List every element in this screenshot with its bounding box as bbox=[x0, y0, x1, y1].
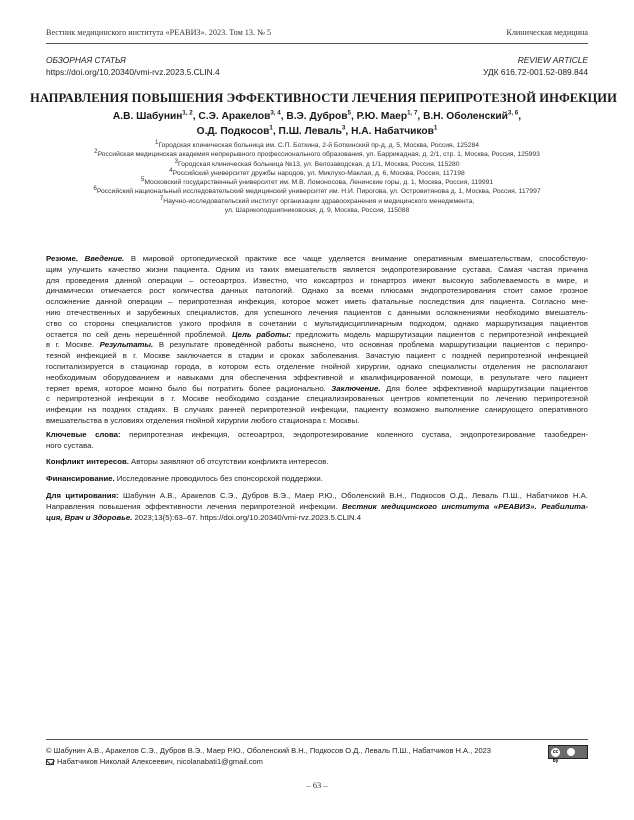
author-list bbox=[40, 109, 594, 139]
article-title: НАПРАВЛЕНИЯ ПОВЫШЕНИЯ ЭФФЕКТИВНОСТИ ЛЕЧЕНИЯ ПЕРИПРОТЕЗНОЙ ИНФЕКЦИИ bbox=[30, 91, 617, 105]
affiliation-list bbox=[40, 138, 594, 215]
abstract-text: вмешательства в условиях отделения гнойной хирургии любого стационара г. Москвы. bbox=[46, 415, 360, 425]
conflict-text: Авторы заявляют об отсутствии конфликта интересов. bbox=[128, 457, 329, 467]
journal-name: Вестник медицинского института «РЕАВИЗ». 2023. Том 13. № 5 bbox=[46, 28, 272, 37]
affiliation: $^4$Российский университет дружбы народов, ул. Миклухо-Маклая, д. 6, Москва, Россия, 117198 bbox=[169, 166, 465, 177]
abstract-text: нию отечественных и зарубежных специалистов, для успешного лечения пациентов с данными осложнениями необходимо вмешатель- bbox=[46, 307, 588, 317]
abstract-text: Для более эффективной маршрутизации пациентов bbox=[380, 383, 588, 393]
abstract-line bbox=[46, 308, 588, 319]
abstract-line bbox=[46, 330, 588, 341]
conflict-of-interest bbox=[46, 457, 588, 468]
author: О.Д. Подкосов$^1$, bbox=[196, 124, 279, 137]
keywords-text: перипротезная инфекция, остеоартроз, эндопротезирование коленного сустава, эндопротезирование тазобедрен- bbox=[120, 429, 588, 439]
article-type-en: REVIEW ARTICLE bbox=[517, 55, 588, 65]
keywords-text-cont: ного сустава. bbox=[46, 440, 94, 450]
keywords-label: Ключевые слова: bbox=[46, 429, 121, 439]
abstract-line bbox=[46, 373, 588, 384]
abstract-line bbox=[46, 297, 588, 308]
abstract-line bbox=[46, 405, 588, 416]
abstract-line bbox=[46, 254, 588, 265]
abstract bbox=[46, 254, 588, 427]
footer bbox=[46, 745, 534, 767]
citation-label: Для цитирования: bbox=[46, 490, 119, 500]
abstract-heading: Введение. bbox=[84, 254, 125, 263]
cc-license-badge[interactable] bbox=[548, 745, 588, 764]
udk-code: УДК 616.72-001.52-089.844 bbox=[483, 67, 588, 77]
abstract-text: предложить модель маршрутизации пациентов с перипротезной инфекцией bbox=[291, 329, 588, 339]
page-number: – 63 – bbox=[306, 780, 328, 790]
author-line-1 bbox=[40, 109, 594, 124]
mail-icon bbox=[46, 759, 54, 765]
contact-author[interactable]: Набатчиков Николай Алексеевич, nicolanabati1@gmail.com bbox=[57, 757, 263, 766]
running-head bbox=[46, 28, 588, 42]
abstract-line bbox=[46, 416, 588, 427]
author: П.Ш. Леваль$^3$, bbox=[278, 124, 352, 137]
header-divider bbox=[46, 43, 588, 44]
author: С.Э. Аракелов$^{3, 4}$, bbox=[198, 109, 287, 122]
author: Р.Ю. Маер$^{1, 7}$, bbox=[356, 109, 424, 122]
abstract-text: В результате проведённой работы выяснено, что основная проблема маршрутизации пациентов с перипро- bbox=[153, 340, 588, 350]
author: В.Н. Оболенский$^{3, 6}$, bbox=[423, 109, 522, 122]
abstract-line bbox=[46, 384, 588, 395]
article-type-ru: ОБЗОРНАЯ СТАТЬЯ bbox=[46, 55, 126, 65]
abstract-line bbox=[46, 394, 588, 405]
article-body bbox=[46, 254, 588, 523]
abstract-text: ство со стороны специалистов узкого профиля в сочетании с мультидисциплинарным подходом, однако маршрутизация пациентов bbox=[46, 318, 588, 328]
abstract-line bbox=[46, 362, 588, 373]
abstract-text: теряет время, которое можно было бы потратить более рационально. bbox=[46, 383, 332, 393]
funding bbox=[46, 474, 588, 485]
abstract-text: необходимым оборудованием и навыками для обеспечения эффективной и квалифицированной помощи, в результате чего пациент bbox=[46, 372, 588, 382]
affiliation: $^1$Городская клиническая больница им. С.П. Боткина, 2-й Боткинский пр-д, д. 5, Москва, Россия, 125284 bbox=[155, 138, 479, 149]
abstract-text: тезной инфекцией в г. Москве заключается в стадии и сроках заболевания. Зачастую пациент с поздней перипротезной инфекцией bbox=[46, 351, 588, 361]
copyright: © Шабунин А.В., Аракелов С.Э., Дубров В.Э., Маер Р.Ю., Оболенский В.Н., Подкосов О.Д., Леваль П.Ш., Набатчиков Н.А., 2023 bbox=[46, 746, 491, 755]
abstract-text: остается по сей день нерешённой проблемой. bbox=[46, 329, 232, 339]
affiliation: $^6$Российский национальный исследовательский медицинский университет им. Н.И. Пирогова, ул. Островитянова д. 1, Москва, Россия, 117997 bbox=[93, 185, 541, 196]
affiliation: $^7$Научно-исследовательский институт организации здравоохранения и медицинского менеджмента, bbox=[159, 194, 475, 205]
doi-link[interactable]: https://doi.org/10.20340/vmi-rvz.2023.5.CLIN.4 bbox=[46, 67, 220, 77]
author: В.Э. Дубров$^5$, bbox=[286, 109, 357, 122]
abstract-heading: Цель работы: bbox=[231, 329, 292, 339]
abstract-text: с перипротезной инфекции в г. Москве необходимо создание специализированных центров компетенции по лечению перипротезной bbox=[46, 394, 588, 404]
abstract-line bbox=[46, 265, 588, 276]
abstract-heading: Результаты. bbox=[99, 340, 154, 350]
cc-icon: cc by bbox=[552, 748, 559, 764]
affiliation: ул. Шарикоподшипниковская, д. 9, Москва, Россия, 115088 bbox=[224, 207, 410, 215]
citation-doi[interactable]: 2023;13(5):63–67. https://doi.org/10.20340/vmi-rvz.2023.5.CLIN.4 bbox=[132, 512, 362, 522]
abstract-text: в г. Москве. bbox=[46, 340, 100, 350]
citation-text: Шабунин А.В., Аракелов С.Э., Дубров В.Э., Маер Р.Ю., Оболенский В.Н., Подкосов О.Д., Леваль П.Ш., Набатчиков Н.А. bbox=[118, 490, 588, 500]
keywords bbox=[46, 430, 588, 452]
abstract-line bbox=[46, 340, 588, 351]
abstract-text: динамически отмечается рост количества данных патологий. Однако за всеми плюсами эндопротезирования стоит самое грозное bbox=[46, 286, 588, 296]
funding-text: Исследование проводилось без спонсорской поддержки. bbox=[114, 474, 323, 484]
author-line-2 bbox=[40, 124, 594, 139]
funding-label: Финансирование. bbox=[46, 474, 115, 484]
abstract-line bbox=[46, 286, 588, 297]
affiliation: $^5$Московский государственный университет им. М.В. Ломоносова, Ленинские горы, д. 1, Москва, Россия, 119991 bbox=[140, 175, 494, 187]
by-icon bbox=[567, 748, 575, 756]
conflict-label: Конфликт интересов. bbox=[46, 457, 129, 467]
abstract-heading: Заключение. bbox=[331, 383, 381, 393]
abstract-line bbox=[46, 319, 588, 330]
abstract-line bbox=[46, 351, 588, 362]
abstract-text: щим улучшить качество жизни пациента. Одним из таких вмешательств является эндопротезирование сустава. Самая частая причина bbox=[46, 264, 588, 274]
affiliation: $^3$Городская клиническая больница №13, ул. Велозаводская, д 1/1, Москва, Россия, 115280 bbox=[174, 157, 460, 168]
abstract-label: Резюме. bbox=[46, 254, 78, 263]
abstract-text: госпитализируется в стационар города, в котором есть отделение гнойной хирургии, однако специалисты отделения не располагают bbox=[46, 361, 588, 371]
author: А.В. Шабунин$^{1, 2}$, bbox=[112, 109, 199, 122]
citation: Для цитирования: Шабунин А.В., Аракелов С.Э., Дубров В.Э., Маер Р.Ю., Оболенский В.Н., Подкосов О.Д., Леваль П.Ш., Набатчиков Н.А. Направления повышения эффективности лечения перипротезной инфекции. Вестник медицинского института «РЕАВИЗ». Реабилита- ция, Врач и Здоровье. 2023;13(5):63–67. https://doi.org/10.20340/vmi-rvz.2023.5.CLIN.4 bbox=[46, 490, 588, 522]
article-meta bbox=[46, 55, 588, 81]
abstract-text: В мировой ортопедической практике все чаще уделяется внимание оперативным вмешательствам, способствую- bbox=[124, 254, 588, 263]
abstract-text: осложнение данной операции – перипротезная инфекция, которое может иметь фатальные последствия для пациента. Согласно мне- bbox=[46, 297, 588, 307]
abstract-text: для проведения данной операции – остеоартроз. Известно, что коксартроз и гонартроз имеют высокую заболеваемость в мире, и bbox=[46, 275, 588, 285]
abstract-text: инфекции на поздних стадиях. В случаях ранней перипротезной инфекции, пациенту возможно выполнение санирующего оперативного bbox=[46, 405, 588, 415]
abstract-text bbox=[78, 254, 85, 263]
footer-divider bbox=[46, 739, 588, 740]
abstract-line bbox=[46, 276, 588, 287]
section-name: Клиническая медицина bbox=[506, 28, 588, 37]
affiliation: $^2$Российская медицинская академия непрерывного профессионального образования, ул. Баррикадная, д. 2/1, стр. 1, Москва, Россия, 125993 bbox=[94, 148, 540, 159]
journal-title: Вестник медицинского института «РЕАВИЗ». Реабилита- bbox=[342, 501, 588, 511]
author: Н.А. Набатчиков$^1$ bbox=[351, 124, 438, 137]
